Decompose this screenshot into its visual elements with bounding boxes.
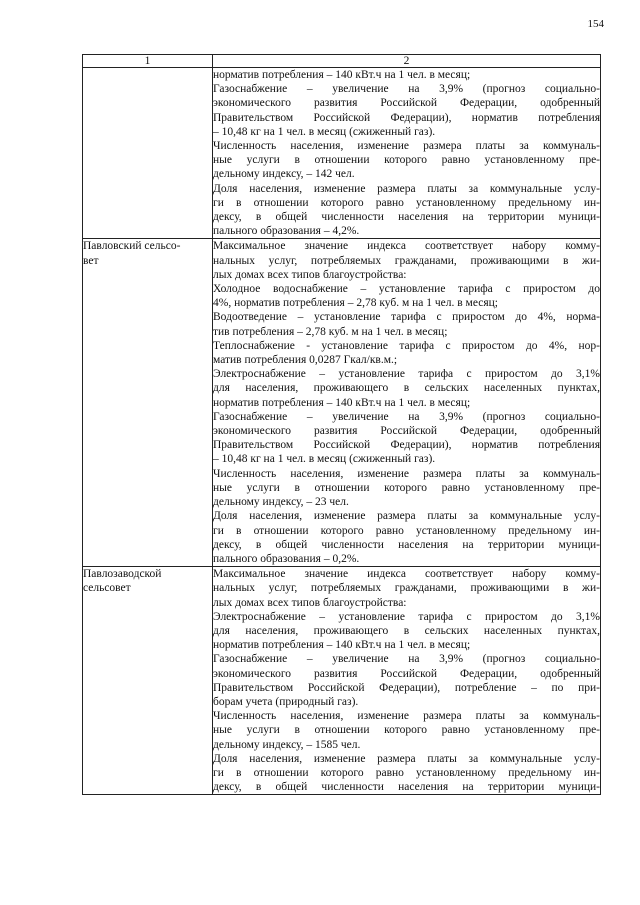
municipality-name-cell bbox=[83, 567, 213, 795]
description-line: – 10,48 кг на 1 чел. в месяц (сжиженный газ). bbox=[213, 125, 436, 138]
description-line: Доля населения, изменение размера платы за коммунальные услу- bbox=[213, 510, 600, 523]
description-line: дексу, в общей численности населения на территории муници- bbox=[213, 781, 600, 794]
description-line: Максимальное значение индекса соответствует набору комму- bbox=[213, 240, 600, 253]
description-line: Правительством Российской Федерации), норматив потребления bbox=[213, 111, 600, 124]
description-line: Численность населения, изменение размера платы за коммуналь- bbox=[213, 467, 600, 480]
description-line: для населения, проживающего в сельских населенных пунктах, bbox=[213, 624, 600, 637]
document-table bbox=[82, 54, 601, 795]
description-line: – 10,48 кг на 1 чел. в месяц (сжиженный газ). bbox=[213, 453, 436, 466]
municipality-name-line: Павловский сельсо- bbox=[83, 240, 181, 253]
description-line: борам учета (природный газ). bbox=[213, 695, 359, 708]
header-row bbox=[83, 55, 601, 68]
description-line: Доля населения, изменение размера платы за коммунальные услу- bbox=[213, 182, 600, 195]
description-line: нальных услуг, потребляемых гражданами, проживающими в жи- bbox=[213, 582, 600, 595]
description-line: норматив потребления – 140 кВт.ч на 1 чел. в месяц; bbox=[213, 396, 471, 409]
description-line: ги в отношении которого равно установленному предельному ин- bbox=[213, 196, 600, 209]
description-cell bbox=[213, 567, 601, 795]
description-line: дексу, в общей численности населения на территории муници- bbox=[213, 538, 600, 551]
description-line: Газоснабжение – увеличение на 3,9% (прогноз социально- bbox=[213, 83, 600, 96]
description-line: норматив потребления – 140 кВт.ч на 1 чел. в месяц; bbox=[213, 639, 471, 652]
page-number: 154 bbox=[587, 18, 604, 30]
description-line: тив потребления – 2,78 куб. м на 1 чел. в месяц; bbox=[213, 325, 448, 338]
description-line: 4%, норматив потребления – 2,78 куб. м на 1 чел. в месяц; bbox=[213, 297, 498, 310]
description-line: лых домах всех типов благоустройства: bbox=[213, 596, 407, 609]
description-cell bbox=[213, 239, 601, 567]
description-line: дельному индексу, – 23 чел. bbox=[213, 496, 349, 509]
description-line: пального образования – 0,2%. bbox=[213, 552, 360, 565]
description-line: дельному индексу, – 142 чел. bbox=[213, 168, 355, 181]
table-row bbox=[83, 68, 601, 239]
description-line: Электроснабжение – установление тарифа с приростом до 3,1% bbox=[213, 368, 600, 381]
description-line: дексу, в общей численности населения на территории муници- bbox=[213, 211, 600, 224]
description-line: дельному индексу, – 1585 чел. bbox=[213, 738, 361, 751]
description-line: Правительством Российской Федерации), норматив потребления bbox=[213, 439, 600, 452]
description-line: Численность населения, изменение размера платы за коммуналь- bbox=[213, 710, 600, 723]
municipality-name-cell bbox=[83, 68, 213, 239]
description-line: пального образования – 4,2%. bbox=[213, 225, 360, 238]
description-line: Максимальное значение индекса соответствует набору комму- bbox=[213, 568, 600, 581]
description-line: Холодное водоснабжение – установление тарифа с приростом до bbox=[213, 283, 600, 296]
municipality-name-line: Павлозаводской bbox=[83, 568, 162, 581]
municipality-name-cell bbox=[83, 239, 213, 567]
description-line: для населения, проживающего в сельских населенных пунктах, bbox=[213, 382, 600, 395]
description-line: Доля населения, изменение размера платы за коммунальные услу- bbox=[213, 752, 600, 765]
description-line: Теплоснабжение - установление тарифа с приростом до 4%, нор- bbox=[213, 339, 600, 352]
description-line: ные услуги в отношении которого равно установленному пре- bbox=[213, 154, 600, 167]
description-line: лых домах всех типов благоустройства: bbox=[213, 268, 407, 281]
description-line: нальных услуг, потребляемых гражданами, проживающими в жи- bbox=[213, 254, 600, 267]
description-line: Электроснабжение – установление тарифа с приростом до 3,1% bbox=[213, 610, 600, 623]
municipality-name-line: вет bbox=[83, 254, 99, 267]
description-line: экономического развития Российской Федерации, одобренный bbox=[213, 97, 600, 110]
description-line: матив потребления 0,0287 Гкал/кв.м.; bbox=[213, 354, 398, 367]
description-line: Правительством Российской Федерации), потребление – по при- bbox=[213, 681, 600, 694]
column-header-1: 1 bbox=[83, 55, 213, 68]
description-line: Водоотведение – установление тарифа с приростом до 4%, норма- bbox=[213, 311, 600, 324]
description-line: норматив потребления – 140 кВт.ч на 1 чел. в месяц; bbox=[213, 69, 471, 81]
description-line: экономического развития Российской Федерации, одобренный bbox=[213, 667, 600, 680]
municipality-name-line: сельсовет bbox=[83, 582, 131, 595]
description-line: экономического развития Российской Федерации, одобренный bbox=[213, 425, 600, 438]
description-line: Численность населения, изменение размера платы за коммуналь- bbox=[213, 140, 600, 153]
table-row bbox=[83, 239, 601, 567]
description-line: ные услуги в отношении которого равно установленному пре- bbox=[213, 724, 600, 737]
column-header-2: 2 bbox=[213, 55, 601, 68]
description-cell bbox=[213, 68, 601, 239]
description-line: Газоснабжение – увеличение на 3,9% (прогноз социально- bbox=[213, 410, 600, 423]
description-line: Газоснабжение – увеличение на 3,9% (прогноз социально- bbox=[213, 653, 600, 666]
description-line: ги в отношении которого равно установленному предельному ин- bbox=[213, 766, 600, 779]
description-line: ги в отношении которого равно установленному предельному ин- bbox=[213, 524, 600, 537]
table-row bbox=[83, 567, 601, 795]
description-line: ные услуги в отношении которого равно установленному пре- bbox=[213, 481, 600, 494]
